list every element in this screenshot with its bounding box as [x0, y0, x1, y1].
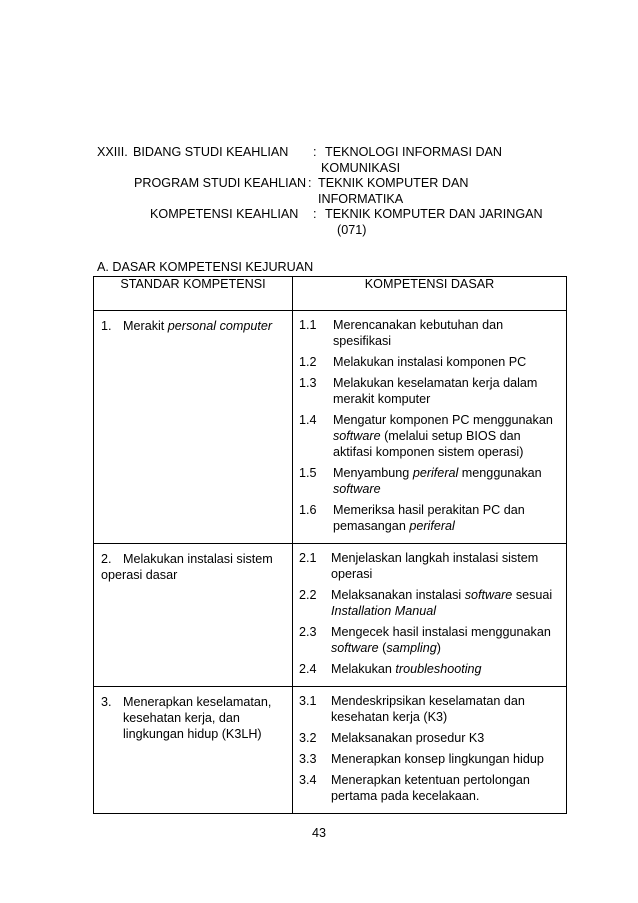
table-row — [94, 311, 567, 544]
kd-cell — [293, 544, 567, 687]
kd-number: 2.3 — [299, 625, 317, 639]
sk-cell — [94, 687, 293, 814]
kd-text: Melakukan keselamatan kerja dalam merakit komputer — [333, 376, 538, 406]
kd-number: 2.4 — [299, 662, 317, 676]
kd-text-italic: periferal — [412, 466, 459, 480]
kd-text-italic: software — [331, 641, 379, 655]
page-number: 43 — [311, 826, 326, 840]
kd-number: 2.1 — [299, 551, 317, 565]
table-row — [94, 687, 567, 814]
kd-text-italic: periferal — [409, 519, 455, 533]
section-title: A. DASAR KOMPETENSI KEJURUAN — [97, 260, 314, 274]
bidang-value-line2: KOMUNIKASI — [321, 160, 401, 175]
kompetensi-separator: : — [313, 207, 317, 221]
bidang-number: XXIII. — [97, 145, 128, 159]
sk-text-line: Menerapkan keselamatan, — [123, 695, 272, 709]
kd-text: menggunakan — [458, 466, 542, 480]
kd-text: Mengecek hasil instalasi menggunakan — [331, 625, 551, 639]
kd-text: Menerapkan ketentuan pertolongan pertama pada kecelakaan. — [331, 773, 530, 803]
bidang-value-line1: TEKNOLOGI INFORMASI DAN — [325, 145, 503, 159]
list-item — [299, 375, 566, 407]
list-item — [299, 502, 566, 534]
kd-text-italic: software — [333, 482, 381, 496]
kd-text-italic: troubleshooting — [395, 662, 482, 676]
list-item — [299, 550, 566, 582]
list-item — [299, 587, 566, 619]
kd-number: 3.2 — [299, 731, 317, 745]
kd-text: ( — [378, 641, 387, 655]
sk-text-italic: personal computer — [167, 319, 273, 333]
kd-number: 3.3 — [299, 752, 317, 766]
kd-number: 1.5 — [299, 466, 317, 480]
kd-number: 1.4 — [299, 413, 317, 427]
sk-text — [101, 318, 288, 334]
competency-table — [93, 276, 567, 814]
sk-number: 3. — [101, 695, 112, 709]
kd-text: Melakukan — [331, 662, 396, 676]
kd-text: Menjelaskan langkah instalasi sistem operasi — [331, 551, 539, 581]
kd-number: 1.1 — [299, 318, 317, 332]
list-item — [299, 751, 566, 767]
kompetensi-value-line2: (071) — [337, 222, 367, 237]
sk-text-line: Melakukan instalasi sistem — [123, 552, 273, 566]
list-item — [299, 317, 566, 349]
kd-text: Merencanakan kebutuhan dan spesifikasi — [333, 318, 504, 348]
sk-number: 1. — [101, 319, 112, 333]
program-separator: : — [308, 176, 312, 190]
program-value-line2: INFORMATIKA — [318, 191, 404, 206]
kd-text-italic: software — [464, 588, 513, 602]
kd-number: 3.1 — [299, 694, 317, 708]
kd-number: 1.3 — [299, 376, 317, 390]
bidang-label: BIDANG STUDI KEAHLIAN — [133, 145, 289, 159]
kd-text-italic: software — [333, 429, 381, 443]
kd-number: 1.6 — [299, 503, 317, 517]
kd-text: Mendeskripsikan keselamatan dan kesehatan kerja (K3) — [331, 694, 525, 724]
kd-number: 2.2 — [299, 588, 317, 602]
kd-number: 1.2 — [299, 355, 317, 369]
list-item — [299, 730, 566, 746]
kd-number: 3.4 — [299, 773, 317, 787]
sk-number: 2. — [101, 552, 112, 566]
col-header-kompetensi-dasar: KOMPETENSI DASAR — [293, 277, 567, 311]
sk-cell — [94, 311, 293, 544]
sk-text — [101, 551, 288, 583]
sk-text-line: kesehatan kerja, dan — [123, 711, 240, 725]
kd-text: ) — [436, 641, 441, 655]
kd-text: Melaksanakan instalasi — [331, 588, 465, 602]
col-header-standar: STANDAR KOMPETENSI — [94, 277, 293, 311]
kompetensi-label: KOMPETENSI KEAHLIAN — [150, 207, 299, 221]
kd-text: Melaksanakan prosedur K3 — [331, 731, 485, 745]
list-item — [299, 772, 566, 804]
kd-text: Memeriksa hasil perakitan PC dan pemasangan — [333, 503, 525, 533]
kd-text: (melalui setup BIOS dan aktifasi komponen sistem operasi) — [333, 429, 524, 459]
list-item — [299, 354, 566, 370]
kd-text: sesuai — [512, 588, 553, 602]
sk-cell — [94, 544, 293, 687]
kd-text-italic: sampling — [386, 641, 437, 655]
kd-text: Mengatur komponen PC menggunakan — [333, 413, 553, 427]
table-header-row — [94, 277, 567, 311]
kd-text: Melakukan instalasi komponen PC — [333, 355, 527, 369]
program-value-line1: TEKNIK KOMPUTER DAN — [318, 176, 469, 190]
sk-text — [101, 694, 288, 742]
list-item — [299, 412, 566, 460]
table-row — [94, 544, 567, 687]
kd-text: Menerapkan konsep lingkungan hidup — [331, 752, 544, 766]
bidang-separator: : — [313, 145, 317, 159]
kompetensi-value-line1: TEKNIK KOMPUTER DAN JARINGAN — [325, 207, 543, 221]
list-item — [299, 624, 566, 656]
list-item — [299, 693, 566, 725]
kd-cell — [293, 311, 567, 544]
kd-cell — [293, 687, 567, 814]
sk-text-line: lingkungan hidup (K3LH) — [123, 727, 262, 741]
sk-text-line: operasi dasar — [101, 568, 178, 582]
kd-text-italic: Installation Manual — [331, 604, 437, 618]
list-item — [299, 465, 566, 497]
list-item — [299, 661, 566, 677]
sk-text-plain: Merakit — [123, 319, 168, 333]
kd-text: Menyambung — [333, 466, 413, 480]
program-label: PROGRAM STUDI KEAHLIAN — [134, 176, 307, 190]
